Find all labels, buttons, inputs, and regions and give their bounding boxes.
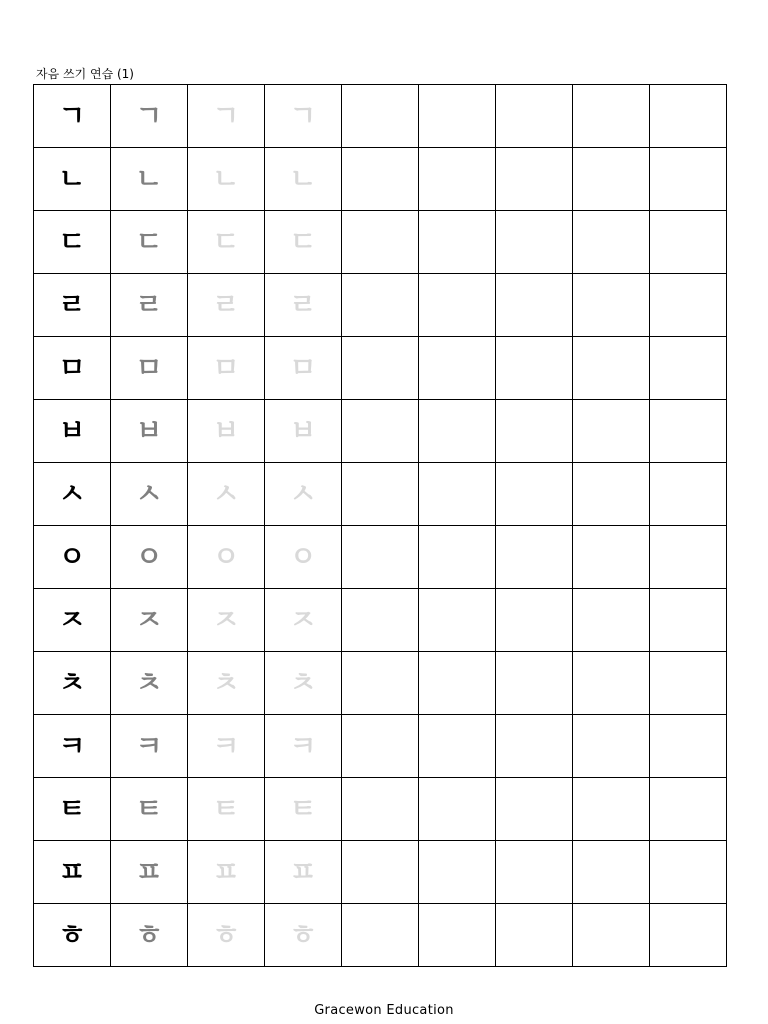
blank-cell xyxy=(419,652,496,715)
blank-cell xyxy=(342,526,419,589)
practice-row xyxy=(34,337,727,400)
trace-letter-light: ㅊ xyxy=(265,652,342,715)
blank-cell xyxy=(650,841,727,904)
model-letter: ㅍ xyxy=(34,841,111,904)
blank-cell xyxy=(419,211,496,274)
practice-row xyxy=(34,463,727,526)
trace-letter-light: ㅋ xyxy=(265,715,342,778)
blank-cell xyxy=(342,589,419,652)
blank-cell xyxy=(419,274,496,337)
trace-letter-light: ㅇ xyxy=(188,526,265,589)
trace-letter-light: ㄹ xyxy=(265,274,342,337)
trace-letter-light: ㅁ xyxy=(265,337,342,400)
blank-cell xyxy=(650,652,727,715)
trace-letter-dark: ㅎ xyxy=(111,904,188,967)
blank-cell xyxy=(342,85,419,148)
practice-grid xyxy=(33,84,727,967)
blank-cell xyxy=(419,400,496,463)
blank-cell xyxy=(496,841,573,904)
model-letter: ㄹ xyxy=(34,274,111,337)
practice-row xyxy=(34,904,727,967)
blank-cell xyxy=(419,148,496,211)
blank-cell xyxy=(419,778,496,841)
worksheet-title: 자음 쓰기 연습 (1) xyxy=(36,67,134,81)
trace-letter-dark: ㅌ xyxy=(111,778,188,841)
blank-cell xyxy=(419,526,496,589)
practice-row xyxy=(34,589,727,652)
blank-cell xyxy=(496,463,573,526)
trace-letter-light: ㄴ xyxy=(188,148,265,211)
blank-cell xyxy=(342,904,419,967)
blank-cell xyxy=(419,463,496,526)
trace-letter-light: ㄷ xyxy=(265,211,342,274)
blank-cell xyxy=(573,715,650,778)
blank-cell xyxy=(573,778,650,841)
blank-cell xyxy=(573,337,650,400)
trace-letter-dark: ㄴ xyxy=(111,148,188,211)
trace-letter-light: ㅁ xyxy=(188,337,265,400)
practice-row xyxy=(34,148,727,211)
blank-cell xyxy=(650,148,727,211)
blank-cell xyxy=(342,652,419,715)
practice-row xyxy=(34,400,727,463)
blank-cell xyxy=(496,211,573,274)
blank-cell xyxy=(342,148,419,211)
blank-cell xyxy=(496,778,573,841)
blank-cell xyxy=(419,337,496,400)
blank-cell xyxy=(342,841,419,904)
model-letter: ㅂ xyxy=(34,400,111,463)
trace-letter-light: ㄱ xyxy=(188,85,265,148)
trace-letter-light: ㅌ xyxy=(265,778,342,841)
model-letter: ㅅ xyxy=(34,463,111,526)
trace-letter-light: ㅅ xyxy=(265,463,342,526)
trace-letter-dark: ㅍ xyxy=(111,841,188,904)
trace-letter-light: ㄹ xyxy=(188,274,265,337)
blank-cell xyxy=(650,589,727,652)
blank-cell xyxy=(573,589,650,652)
trace-letter-dark: ㅈ xyxy=(111,589,188,652)
blank-cell xyxy=(496,526,573,589)
blank-cell xyxy=(496,589,573,652)
trace-letter-light: ㅍ xyxy=(188,841,265,904)
blank-cell xyxy=(342,778,419,841)
blank-cell xyxy=(650,85,727,148)
practice-row xyxy=(34,841,727,904)
blank-cell xyxy=(650,715,727,778)
blank-cell xyxy=(650,400,727,463)
trace-letter-light: ㄱ xyxy=(265,85,342,148)
practice-row xyxy=(34,274,727,337)
trace-letter-light: ㅎ xyxy=(265,904,342,967)
trace-letter-light: ㅈ xyxy=(188,589,265,652)
model-letter: ㅊ xyxy=(34,652,111,715)
blank-cell xyxy=(342,274,419,337)
practice-row xyxy=(34,85,727,148)
practice-row xyxy=(34,715,727,778)
trace-letter-light: ㅂ xyxy=(265,400,342,463)
blank-cell xyxy=(496,85,573,148)
trace-letter-light: ㅎ xyxy=(188,904,265,967)
blank-cell xyxy=(496,400,573,463)
trace-letter-light: ㅅ xyxy=(188,463,265,526)
blank-cell xyxy=(650,904,727,967)
trace-letter-dark: ㅅ xyxy=(111,463,188,526)
blank-cell xyxy=(650,463,727,526)
trace-letter-light: ㅊ xyxy=(188,652,265,715)
blank-cell xyxy=(650,274,727,337)
trace-letter-dark: ㅊ xyxy=(111,652,188,715)
model-letter: ㅎ xyxy=(34,904,111,967)
blank-cell xyxy=(419,85,496,148)
blank-cell xyxy=(573,274,650,337)
blank-cell xyxy=(650,778,727,841)
trace-letter-dark: ㅇ xyxy=(111,526,188,589)
model-letter: ㅁ xyxy=(34,337,111,400)
trace-letter-light: ㅋ xyxy=(188,715,265,778)
model-letter: ㅇ xyxy=(34,526,111,589)
trace-letter-light: ㅈ xyxy=(265,589,342,652)
blank-cell xyxy=(650,211,727,274)
model-letter: ㅌ xyxy=(34,778,111,841)
blank-cell xyxy=(419,715,496,778)
blank-cell xyxy=(573,526,650,589)
blank-cell xyxy=(573,652,650,715)
trace-letter-dark: ㅁ xyxy=(111,337,188,400)
blank-cell xyxy=(496,337,573,400)
trace-letter-dark: ㅋ xyxy=(111,715,188,778)
trace-letter-light: ㄴ xyxy=(265,148,342,211)
trace-letter-dark: ㄱ xyxy=(111,85,188,148)
blank-cell xyxy=(573,463,650,526)
blank-cell xyxy=(573,400,650,463)
model-letter: ㅈ xyxy=(34,589,111,652)
blank-cell xyxy=(573,85,650,148)
blank-cell xyxy=(419,904,496,967)
trace-letter-dark: ㄹ xyxy=(111,274,188,337)
footer-publisher: Gracewon Education xyxy=(314,1003,454,1018)
trace-letter-dark: ㅂ xyxy=(111,400,188,463)
blank-cell xyxy=(496,148,573,211)
blank-cell xyxy=(342,337,419,400)
blank-cell xyxy=(573,211,650,274)
blank-cell xyxy=(573,904,650,967)
blank-cell xyxy=(342,211,419,274)
trace-letter-light: ㅍ xyxy=(265,841,342,904)
blank-cell xyxy=(650,526,727,589)
model-letter: ㄱ xyxy=(34,85,111,148)
blank-cell xyxy=(419,589,496,652)
practice-row xyxy=(34,211,727,274)
model-letter: ㅋ xyxy=(34,715,111,778)
practice-row xyxy=(34,778,727,841)
blank-cell xyxy=(342,463,419,526)
blank-cell xyxy=(496,274,573,337)
blank-cell xyxy=(496,904,573,967)
blank-cell xyxy=(496,652,573,715)
trace-letter-dark: ㄷ xyxy=(111,211,188,274)
blank-cell xyxy=(573,841,650,904)
trace-letter-light: ㅂ xyxy=(188,400,265,463)
blank-cell xyxy=(650,337,727,400)
blank-cell xyxy=(419,841,496,904)
blank-cell xyxy=(496,715,573,778)
practice-row xyxy=(34,526,727,589)
blank-cell xyxy=(573,148,650,211)
trace-letter-light: ㅇ xyxy=(265,526,342,589)
practice-row xyxy=(34,652,727,715)
blank-cell xyxy=(342,400,419,463)
trace-letter-light: ㄷ xyxy=(188,211,265,274)
trace-letter-light: ㅌ xyxy=(188,778,265,841)
model-letter: ㄷ xyxy=(34,211,111,274)
blank-cell xyxy=(342,715,419,778)
model-letter: ㄴ xyxy=(34,148,111,211)
